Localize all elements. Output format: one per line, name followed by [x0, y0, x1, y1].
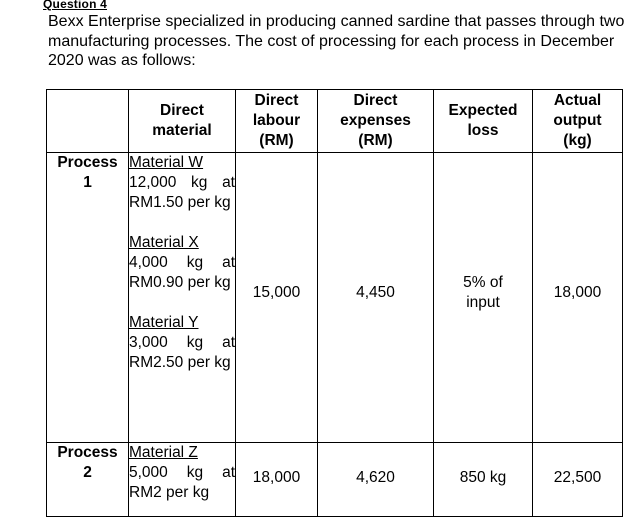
material-desc: 12,000 kg at RM1.50 per kg — [129, 174, 235, 211]
header-direct-expenses-line1: Direct — [353, 92, 398, 109]
material-name: Material Z — [129, 444, 198, 461]
header-expected-loss-line1: Expected — [448, 102, 518, 119]
table-row-process-2 — [47, 443, 623, 517]
actual-output-value: 18,000 — [533, 153, 623, 443]
header-direct-material-line1: Direct — [160, 102, 204, 119]
process-label — [47, 153, 129, 443]
expected-loss-value: 850 kg — [434, 443, 533, 517]
actual-output-value: 22,500 — [533, 443, 623, 517]
header-expected-loss — [434, 90, 533, 153]
header-direct-labour-line1: Direct — [254, 92, 299, 109]
direct-labour-value: 18,000 — [236, 443, 318, 517]
process-label-number: 1 — [83, 174, 92, 191]
process-label-word: Process — [57, 154, 118, 171]
material-name: Material X — [129, 234, 199, 251]
header-blank — [47, 90, 129, 153]
header-direct-labour-line2: labour — [252, 112, 301, 129]
material-item — [129, 233, 235, 293]
header-actual-output-line1: Actual — [553, 92, 602, 109]
table-header-row — [47, 90, 623, 153]
expected-loss-text: 5% of input — [463, 273, 503, 311]
process-cost-table — [46, 89, 623, 517]
material-desc: 4,000 kg at RM0.90 per kg — [129, 254, 235, 291]
material-desc: 5,000 kg at RM2 per kg — [129, 464, 235, 501]
header-direct-material-line2: material — [152, 122, 212, 139]
material-name: Material W — [129, 154, 204, 171]
direct-material-cell — [129, 443, 236, 517]
material-desc: 3,000 kg at RM2.50 per kg — [129, 334, 235, 371]
header-direct-material — [129, 90, 236, 153]
process-label-word: Process — [57, 444, 118, 461]
direct-material-cell — [129, 153, 236, 443]
process-label-number: 2 — [83, 464, 92, 481]
header-direct-expenses-line2: expenses — [340, 112, 411, 129]
header-actual-output — [533, 90, 623, 153]
header-direct-labour — [236, 90, 318, 153]
direct-labour-value: 15,000 — [236, 153, 318, 443]
header-direct-expenses-unit: (RM) — [358, 132, 393, 149]
intro-text: Bexx Enterprise specialized in producing canned sardine that passes through two manufacturing processes. The cost of processing for each process in December 2020 was as follows: — [48, 13, 625, 69]
table-row-process-1 — [47, 153, 623, 443]
material-name: Material Y — [129, 314, 199, 331]
header-expected-loss-line2: loss — [467, 122, 499, 139]
header-direct-expenses — [318, 90, 434, 153]
header-direct-labour-unit: (RM) — [259, 132, 294, 149]
material-item — [129, 153, 235, 213]
header-actual-output-line2: output — [553, 112, 602, 129]
expected-loss-value — [434, 153, 533, 443]
intro-paragraph — [48, 12, 628, 71]
material-item — [129, 443, 235, 503]
process-label — [47, 443, 129, 517]
direct-expenses-value: 4,450 — [318, 153, 434, 443]
direct-expenses-value: 4,620 — [318, 443, 434, 517]
material-item — [129, 313, 235, 373]
question-title: Question 4 — [43, 0, 108, 11]
header-actual-output-unit: (kg) — [563, 132, 592, 149]
